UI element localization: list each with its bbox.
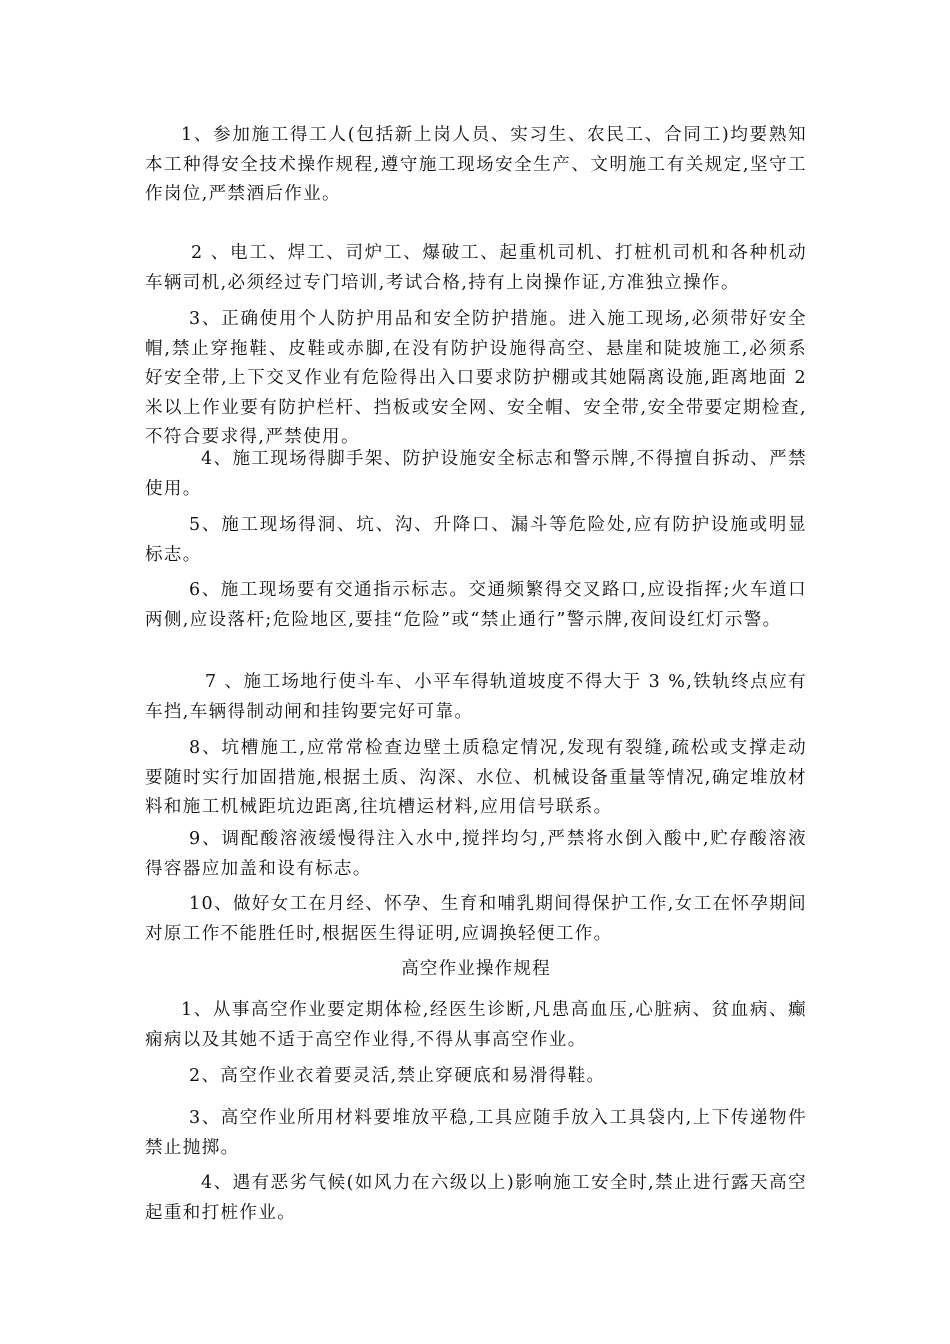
paragraph-1: 1、参加施工得工人(包括新上岗人员、实习生、农民工、合同工)均要熟知本工种得安全技术操作规程,遵守施工现场安全生产、文明施工有关规定,坚守工作岗位,严禁酒后作业。 [145, 125, 807, 204]
section-title: 高空作业操作规程 [401, 959, 551, 979]
paragraph-3: 3、正确使用个人防护用品和安全防护措施。进入施工现场,必须带好安全帽,禁止穿拖鞋、皮鞋或赤脚,在没有防护设施得高空、悬崖和陡坡施工,必须系好安全带,上下交叉作业有危险得出入口要求防护棚或其她隔离设施,距离地面 2 米以上作业要有防护栏杆、挡板或安全网、安全帽、安全带,安全带要定期检查,不符合要求得,严禁使用。 [145, 309, 807, 447]
paragraph-6: 6、施工现场要有交通指示标志。交通频繁得交叉路口,应设指挥;火车道口两侧,应设落杆;危险地区,要挂“危险”或“禁止通行”警示牌,夜间设红灯示警。 [145, 580, 807, 630]
paragraph-12: 2、高空作业衣着要灵活,禁止穿硬底和易滑得鞋。 [189, 1066, 606, 1086]
paragraph-14: 4、遇有恶劣气候(如风力在六级以上)影响施工安全时,禁止进行露天高空起重和打桩作业。 [145, 1173, 807, 1223]
paragraph-10: 10、做好女工在月经、怀孕、生育和哺乳期间得保护工作,女工在怀孕期间对原工作不能胜任时,根据医生得证明,应调换轻便工作。 [145, 894, 807, 944]
paragraph-9: 9、调配酸溶液缓慢得注入水中,搅拌均匀,严禁将水倒入酸中,贮存酸溶液得容器应加盖和设有标志。 [145, 829, 807, 879]
paragraph-2: 2 、电工、焊工、司炉工、爆破工、起重机司机、打桩机司机和各种机动车辆司机,必须经过专门培训,考试合格,持有上岗操作证,方准独立操作。 [145, 243, 807, 293]
paragraph-5: 5、施工现场得洞、坑、沟、升降口、漏斗等危险处,应有防护设施或明显标志。 [145, 515, 807, 565]
paragraph-8: 8、坑槽施工,应常常检查边壁土质稳定情况,发现有裂缝,疏松或支撑走动要随时实行加固措施,根据土质、沟深、水位、机械设备重量等情况,确定堆放材料和施工机械距坑边距离,往坑槽运材料,应用信号联系。 [145, 738, 807, 817]
paragraph-13: 3、高空作业所用材料要堆放平稳,工具应随手放入工具袋内,上下传递物件禁止抛掷。 [145, 1108, 807, 1158]
paragraph-7: 7 、施工场地行使斗车、小平车得轨道坡度不得大于 3 %,铁轨终点应有车挡,车辆得制动闸和挂钩要完好可靠。 [145, 672, 807, 722]
paragraph-11: 1、从事高空作业要定期体检,经医生诊断,凡患高血压,心脏病、贫血病、癫痫病以及其她不适于高空作业得,不得从事高空作业。 [145, 1000, 807, 1050]
paragraph-4: 4、施工现场得脚手架、防护设施安全标志和警示牌,不得擅自拆动、严禁使用。 [145, 449, 807, 499]
